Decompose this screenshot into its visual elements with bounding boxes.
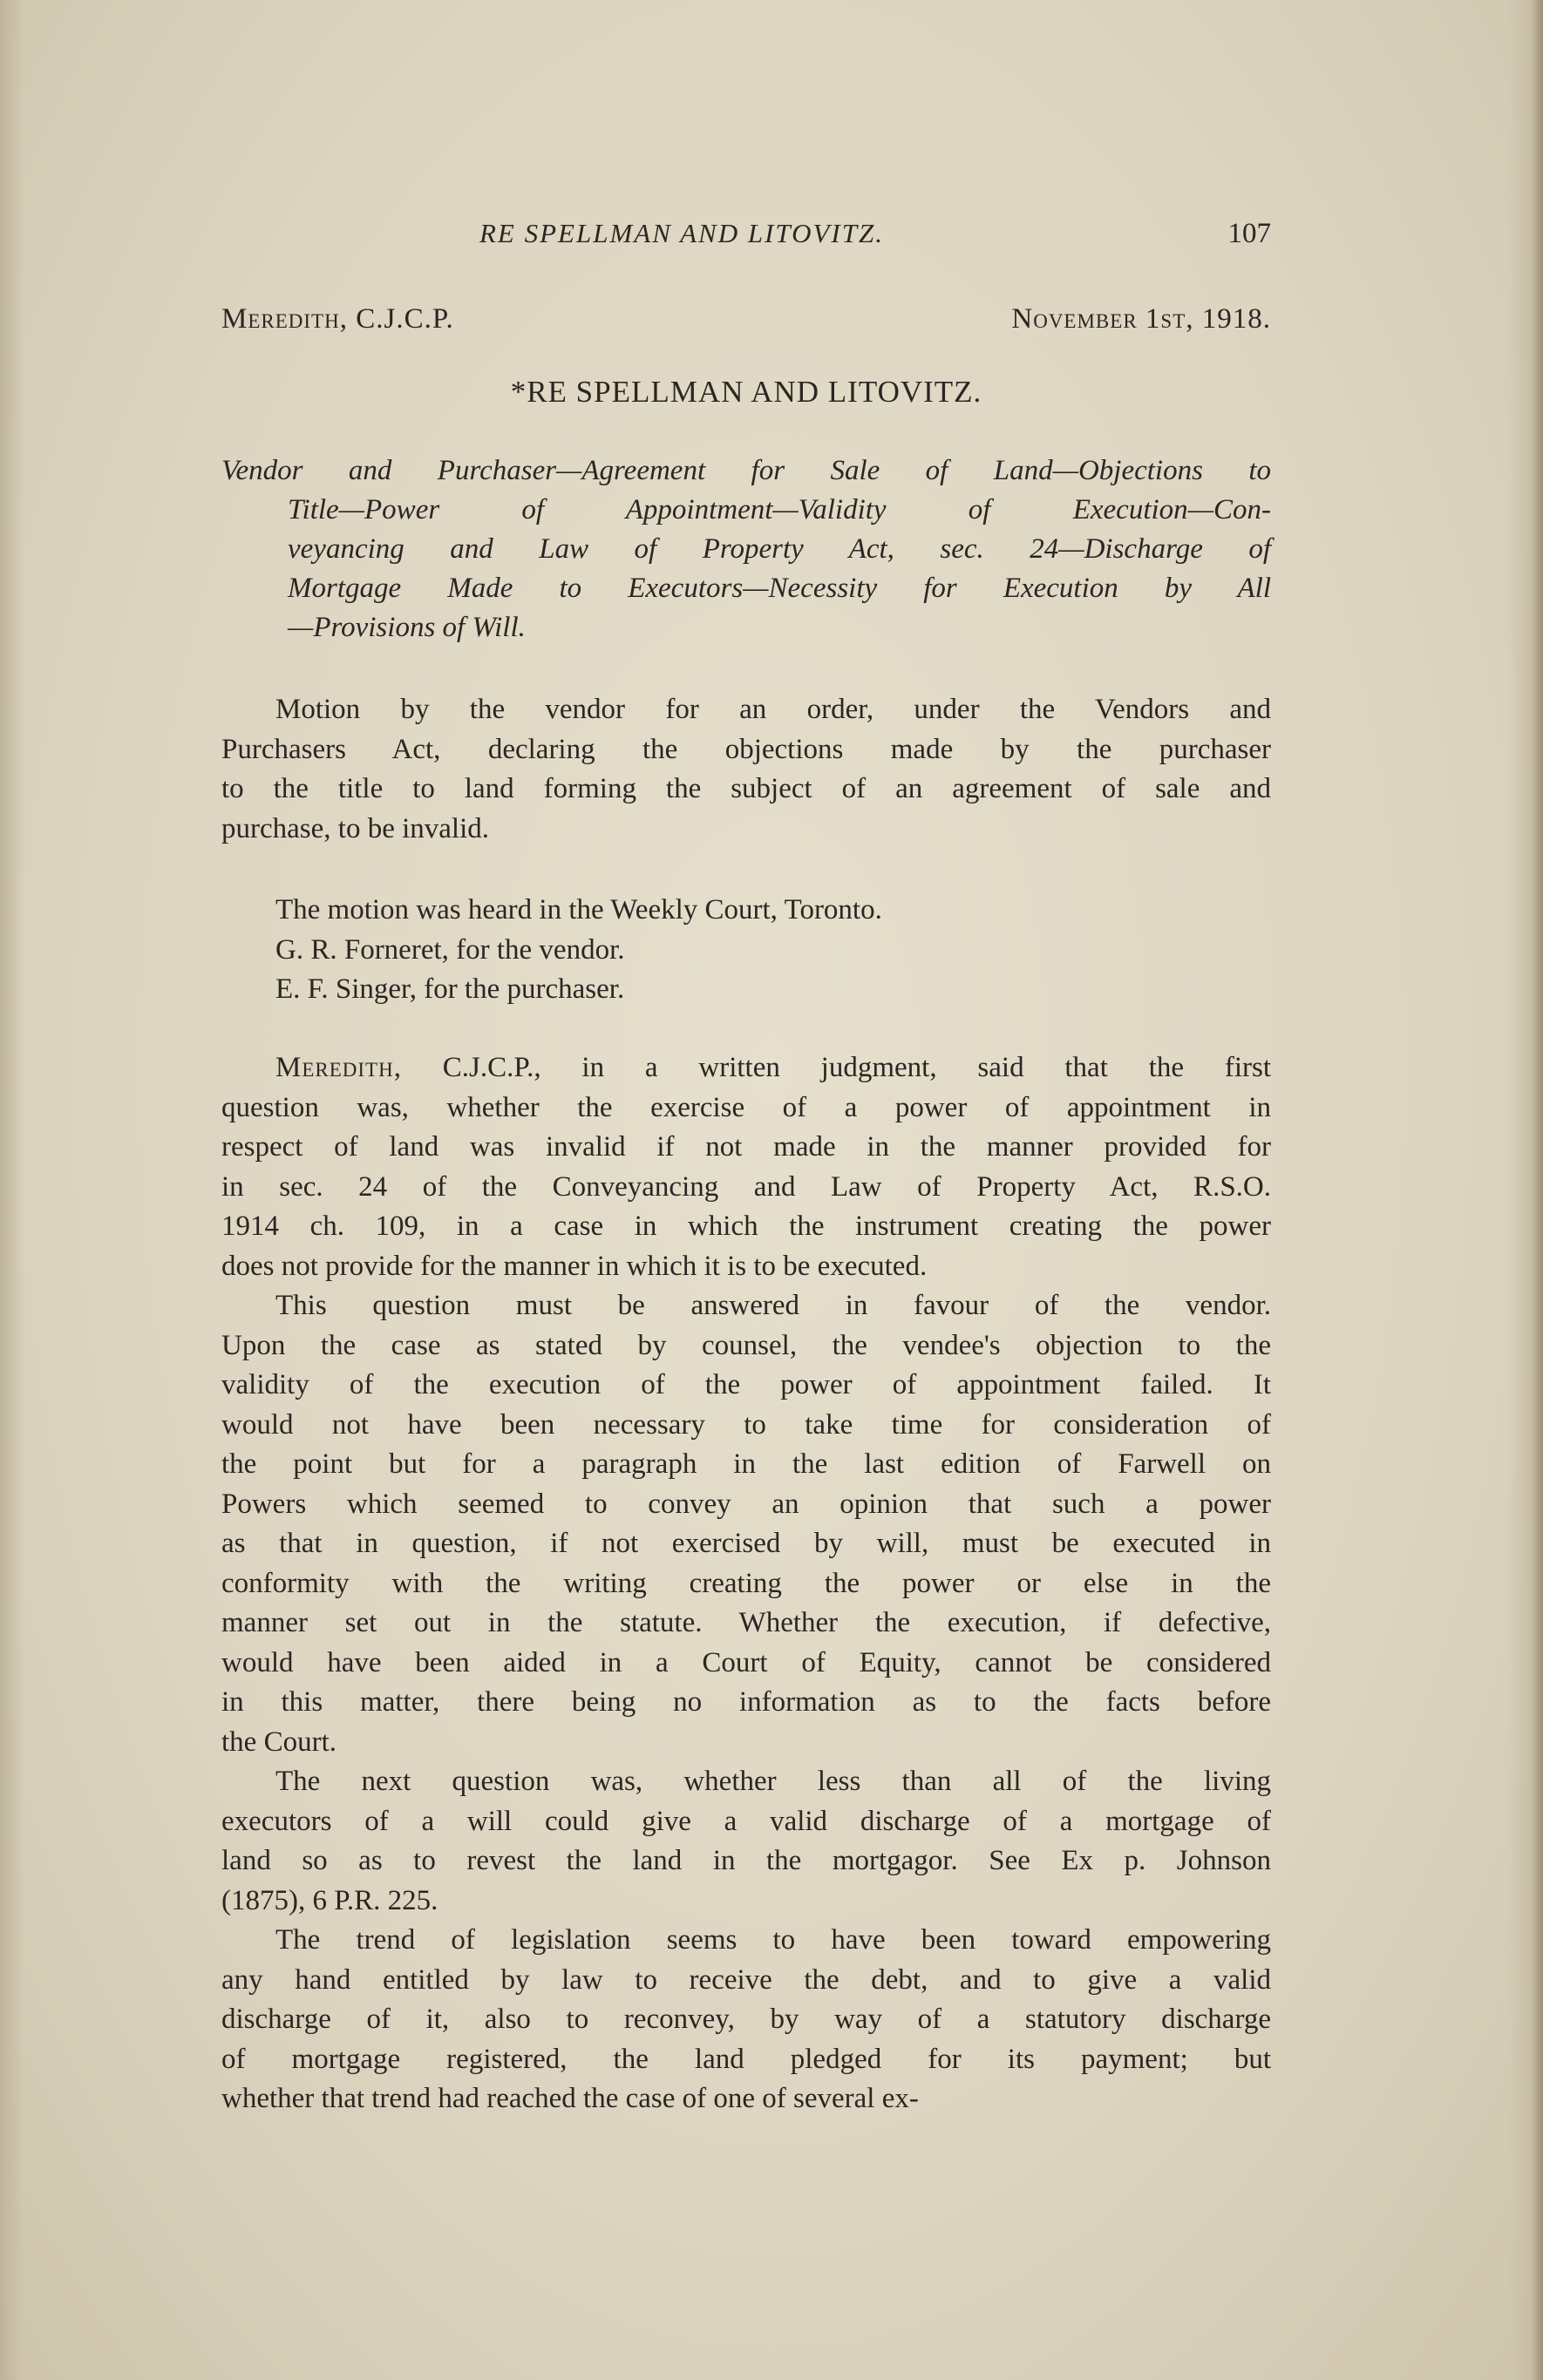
paragraph-line: The trend of legislation seems to have been toward empowering [275, 1924, 1271, 1956]
paragraph-line: This question must be answered in favour of the vendor. [275, 1290, 1271, 1321]
paragraph-line: in this matter, there being no information as to the facts before [221, 1686, 1271, 1718]
paragraph-line: executors of a will could give a valid discharge of a mortgage of [221, 1805, 1271, 1837]
hearing-line: The motion was heard in the Weekly Court, Toronto. [275, 894, 882, 926]
judgment-date: November 1st, 1918. [1011, 303, 1271, 335]
paragraph-line: 1914 ch. 109, in a case in which the instrument creating the power [221, 1210, 1271, 1242]
paragraph-line: Motion by the vendor for an order, under the Vendors and [275, 694, 1271, 725]
paragraph-line: Powers which seemed to convey an opinion that such a power [221, 1488, 1271, 1520]
headnote-line: —Provisions of Will. [288, 612, 526, 643]
page-edge-shadow-right [1508, 0, 1543, 2380]
paragraph-line: validity of the execution of the power of appointment failed. It [221, 1369, 1271, 1400]
hearing-block [221, 891, 1271, 1010]
judge-date-line [221, 303, 1271, 342]
case-title: *RE SPELLMAN AND LITOVITZ. [510, 375, 982, 409]
headnote-line: Vendor and Purchaser—Agreement for Sale of Land—Objections to [221, 455, 1271, 486]
paragraph-line: whether that trend had reached the case of one of several ex- [221, 2083, 919, 2114]
paragraph-line: Purchasers Act, declaring the objections made by the purchaser [221, 733, 1271, 765]
paragraph-line: any hand entitled by law to receive the debt, and to give a valid [221, 1963, 1271, 1996]
paragraph-line: would not have been necessary to take time for consideration of [221, 1408, 1271, 1441]
paragraph-line: of mortgage registered, the land pledged for its payment; but [221, 2043, 1271, 2075]
paragraph-line: The next question was, whether less than all of the living [275, 1766, 1271, 1797]
judgment-paragraph-1 [221, 1048, 1271, 1286]
paragraph-line: conformity with the writing creating the power or else in the [221, 1567, 1271, 1599]
paragraph-line: (1875), 6 P.R. 225. [221, 1884, 438, 1916]
paragraph-line-text: C.J.C.P., in a written judgment, said that the first [401, 1052, 1271, 1083]
paragraph-line: question was, whether the exercise of a power of appointment in [221, 1091, 1271, 1123]
paragraph-line: Upon the case as stated by counsel, the vendee's objection to the [221, 1329, 1271, 1361]
judge-lead: Meredith, [275, 1052, 402, 1083]
headnote [221, 451, 1271, 648]
paragraph-line: as that in question, if not exercised by will, must be executed in [221, 1528, 1271, 1559]
paragraph-line: the Court. [221, 1726, 336, 1758]
page-edge-shadow-left [0, 0, 24, 2380]
paragraph-line: purchase, to be invalid. [221, 812, 489, 844]
paragraph-line: respect of land was invalid if not made in the manner provided for [221, 1131, 1271, 1163]
paragraph-line: manner set out in the statute. Whether the execution, if defective, [221, 1607, 1271, 1638]
paragraph-line: discharge of it, also to reconvey, by way of a statutory discharge [221, 2004, 1271, 2035]
judgment-paragraph-3 [221, 1762, 1271, 1921]
headnote-line: veyancing and Law of Property Act, sec. 24—Discharge of [288, 533, 1271, 565]
headnote-line: Mortgage Made to Executors—Necessity for Execution by All [288, 573, 1271, 604]
counsel-vendor: G. R. Forneret, for the vendor. [275, 933, 625, 966]
page-number: 107 [1227, 218, 1271, 249]
counsel-purchaser: E. F. Singer, for the purchaser. [275, 973, 625, 1005]
running-head [221, 218, 1271, 256]
paragraph-line: to the title to land forming the subject of an agreement of sale and [221, 773, 1271, 804]
paragraph-line: does not provide for the manner in which it is to be executed. [221, 1250, 928, 1282]
judgment-paragraph-2 [221, 1286, 1271, 1762]
motion-paragraph [221, 690, 1271, 849]
paragraph-line: the point but for a paragraph in the last edition of Farwell on [221, 1448, 1271, 1480]
headnote-line: Title—Power of Appointment—Validity of Execution—Con- [288, 494, 1271, 525]
judge-name: Meredith, C.J.C.P. [221, 303, 454, 335]
paragraph-line [221, 1048, 1271, 1088]
paragraph-line: would have been aided in a Court of Equity, cannot be considered [221, 1646, 1271, 1678]
judgment-paragraph-4 [221, 1921, 1271, 2119]
paragraph-line: land so as to revest the land in the mortgagor. See Ex p. Johnson [221, 1845, 1271, 1876]
running-head-title: RE SPELLMAN AND LITOVITZ. [479, 218, 884, 248]
paragraph-line: in sec. 24 of the Conveyancing and Law of Property Act, R.S.O. [221, 1170, 1271, 1203]
